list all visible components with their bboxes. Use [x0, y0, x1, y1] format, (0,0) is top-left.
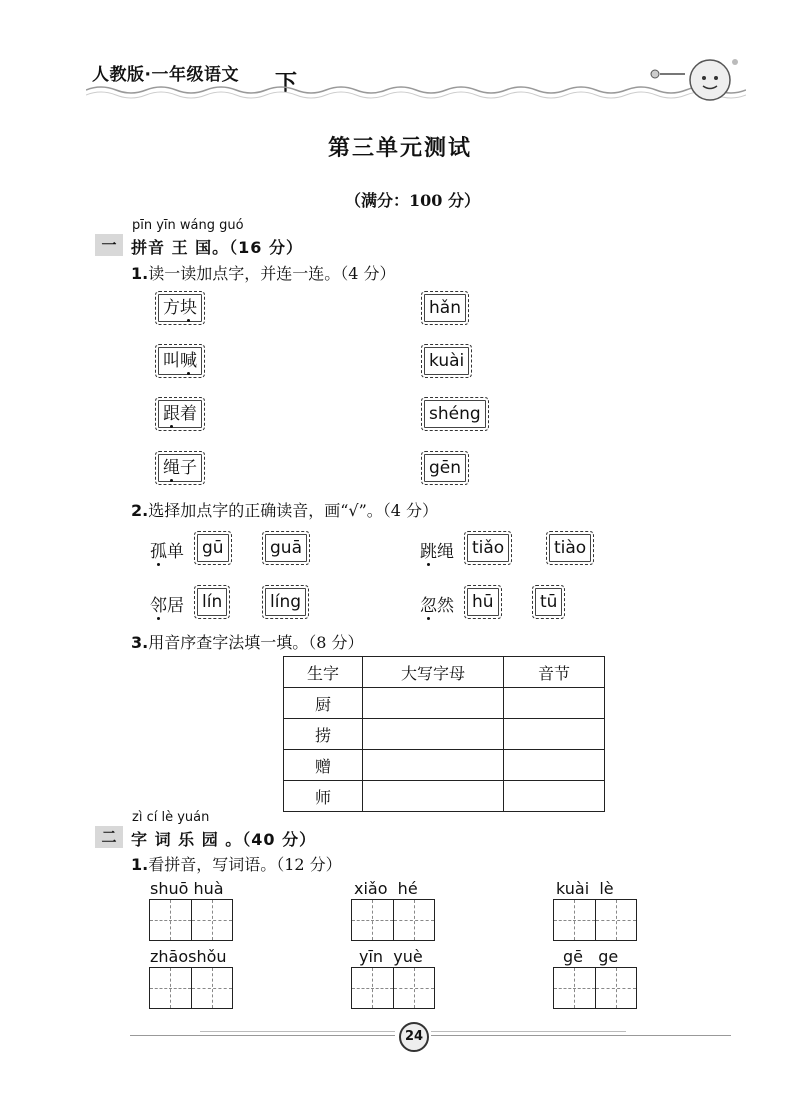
q2-option[interactable]: lín	[194, 585, 230, 619]
writing-grid[interactable]	[351, 967, 435, 1009]
table-char: 厨	[284, 688, 363, 719]
q1-word-box[interactable]: 叫喊	[155, 344, 205, 378]
answer-cell[interactable]	[504, 688, 605, 719]
answer-cell[interactable]	[504, 719, 605, 750]
q1-word-box[interactable]: 方块	[155, 291, 205, 325]
answer-cell[interactable]	[504, 750, 605, 781]
writing-grid[interactable]	[149, 899, 233, 941]
q2-option[interactable]: guā	[262, 531, 310, 565]
table-header: 生字	[284, 657, 363, 688]
table-header: 音节	[504, 657, 605, 688]
q1-word-dotted-char: 绳	[163, 458, 180, 478]
q2-option[interactable]: hū	[464, 585, 502, 619]
q1-number: 1.	[131, 264, 149, 283]
pinyin-prompt: xiǎo hé	[354, 879, 418, 898]
table-row	[284, 688, 605, 719]
q2-word: 跳绳	[420, 542, 454, 562]
q1-pinyin-box[interactable]: gēn	[421, 451, 469, 485]
pinyin-prompt: gē ge	[563, 947, 619, 966]
page-title: 第三单元测试	[327, 135, 472, 161]
footer-line-right-2	[431, 1031, 626, 1032]
cartoon-decoration-icon	[640, 52, 740, 102]
page-number: 24	[399, 1022, 429, 1052]
q1-text: 读一读加点字，并连一连。（4 分）	[148, 264, 396, 283]
section2-number: 二	[95, 826, 123, 848]
table-char: 师	[284, 781, 363, 812]
q2-prompt	[131, 498, 438, 521]
s2q1-text: 看拼音，写词语。（12 分）	[148, 855, 342, 874]
section1-title: 拼音 王 国。（16 分）	[131, 238, 303, 257]
q3-prompt	[131, 630, 364, 653]
q1-word-dotted-char: 喊	[180, 351, 197, 371]
q2-option[interactable]: gū	[194, 531, 232, 565]
q3-table	[283, 656, 605, 812]
q1-word-dotted-char: 跟	[163, 404, 180, 424]
q2-number: 2.	[131, 501, 149, 520]
section2-pinyin: zì cí lè yuán	[132, 810, 210, 825]
writing-grid[interactable]	[553, 967, 637, 1009]
table-header: 大写字母	[363, 657, 504, 688]
section1-pinyin: pīn yīn wáng guó	[132, 218, 244, 233]
full-score: （满分：100 分）	[345, 191, 480, 210]
q2-option[interactable]: tiǎo	[464, 531, 512, 565]
header-volume: 下	[275, 71, 298, 96]
q3-number: 3.	[131, 633, 149, 652]
table-char: 赠	[284, 750, 363, 781]
table-row	[284, 750, 605, 781]
q1-word-box[interactable]: 跟着	[155, 397, 205, 431]
q3-text: 用音序查字法填一填。（8 分）	[148, 633, 364, 652]
q1-word-dotted-char: 块	[180, 298, 197, 318]
q2-option[interactable]: tū	[532, 585, 565, 619]
table-row	[284, 781, 605, 812]
q2-word: 孤单	[150, 542, 184, 562]
pinyin-prompt: shuō huà	[150, 879, 224, 898]
answer-cell[interactable]	[504, 781, 605, 812]
q2-word: 邻居	[150, 596, 184, 616]
q1-pinyin-box[interactable]: kuài	[421, 344, 472, 378]
q2-option[interactable]: tiào	[546, 531, 594, 565]
q2-text: 选择加点字的正确读音，画“√”。（4 分）	[148, 501, 439, 520]
q2-option[interactable]: líng	[262, 585, 309, 619]
q1-prompt	[131, 261, 396, 284]
writing-grid[interactable]	[149, 967, 233, 1009]
writing-grid[interactable]	[351, 899, 435, 941]
pinyin-prompt: yīn yuè	[359, 947, 423, 966]
writing-grid[interactable]	[553, 899, 637, 941]
s2q1-number: 1.	[131, 855, 149, 874]
table-char: 捞	[284, 719, 363, 750]
answer-cell[interactable]	[363, 719, 504, 750]
s2q1-prompt	[131, 852, 342, 875]
section1-number: 一	[95, 234, 123, 256]
footer-line-left-2	[200, 1031, 395, 1032]
q2-word: 忽然	[420, 596, 454, 616]
q1-pinyin-box[interactable]: shéng	[421, 397, 489, 431]
answer-cell[interactable]	[363, 781, 504, 812]
footer-line-left	[130, 1035, 395, 1036]
pinyin-prompt: kuài lè	[556, 879, 614, 898]
section2-title: 字 词 乐 园 。（40 分）	[131, 830, 317, 849]
q1-word-box[interactable]: 绳子	[155, 451, 205, 485]
pinyin-prompt: zhāoshǒu	[150, 947, 227, 966]
footer-line-right	[431, 1035, 731, 1036]
answer-cell[interactable]	[363, 688, 504, 719]
q1-pinyin-box[interactable]: hǎn	[421, 291, 469, 325]
table-row	[284, 719, 605, 750]
header-series: 人教版·一年级语文	[92, 65, 239, 85]
answer-cell[interactable]	[363, 750, 504, 781]
